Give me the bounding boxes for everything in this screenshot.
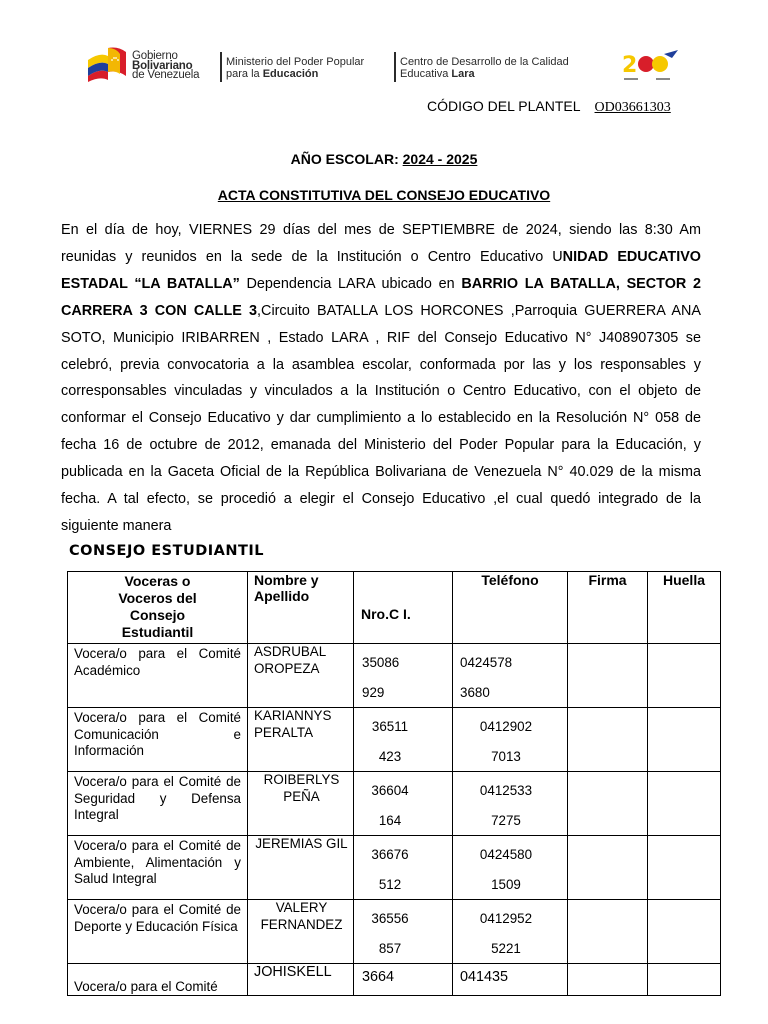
cell-firma[interactable] [568, 708, 648, 772]
header-voceros-line: Consejo [129, 607, 186, 623]
ci-part: 512 [378, 876, 402, 892]
header-voceros-line: Estudiantil [121, 624, 194, 640]
table-row [68, 900, 721, 964]
codigo-plantel [427, 98, 671, 116]
cell-firma[interactable] [568, 964, 648, 996]
ci-part: 164 [378, 812, 402, 828]
table-row [68, 708, 721, 772]
header-telefono: Teléfono [453, 572, 568, 644]
ci-part: 3664 [362, 969, 395, 985]
ci-part: 36676 [371, 847, 409, 862]
acta-title: ACTA CONSTITUTIVA DEL CONSEJO EDUCATIVO [217, 187, 551, 203]
body-text-1: En el día de hoy, VIERNES 29 días del mes de SEPTIEMBRE de 2024, siendo las 8:30 Am reunidas y reunidos en la sede de la Institución o Centro Educativo U [61, 222, 701, 265]
tel-part: 3680 [460, 684, 490, 700]
ci-part: 36511 [371, 719, 409, 734]
cell-telefono [453, 836, 568, 900]
ministry-line-2b: Educación [262, 68, 319, 80]
ci-part: 35086 [362, 655, 400, 670]
body-text-3: ,Circuito BATALLA LOS HORCONES ,Parroquia GUERRERA ANA SOTO, Municipio IRIBARREN , Estado LARA , RIF del Consejo Educativo N° J408907305 se celebró, previa convocatoria a la asamblea escolar, conformada por las y los responsables y corresponsables vinculadas y vinculados a la Institución o Centro Educativo, con el objeto de conformar el Consejo Educativo y dar cumplimiento a lo establecido en la Resolución N° 058 de fecha 16 de octubre de 2012, emanada del Ministerio del Poder Popular para la Educación, y publicada en la Gaceta Oficial de la República Bolivariana de Venezuela N° 40.029 de la misma fecha. A tal efecto, se procedió a elegir el Consejo Educativo ,el cual quedó integrado de la siguiente manera [61, 302, 701, 534]
cell-comite: Vocera/o para el Comité de Ambiente, Alimentación y Salud Integral [68, 836, 248, 900]
tel-part: 0424578 [460, 655, 513, 670]
center-line-1: Centro de Desarrollo de la Calidad [400, 56, 569, 68]
tel-part: 7013 [491, 748, 521, 764]
cell-ci [354, 644, 453, 708]
government-logo-text [132, 52, 199, 81]
tel-part: 0424580 [479, 847, 533, 862]
cell-ci [354, 772, 453, 836]
gov-line-3: de Venezuela [132, 69, 200, 81]
tel-part: 041435 [460, 969, 509, 985]
tel-part: 1509 [491, 876, 521, 892]
tel-part: 7275 [491, 812, 521, 828]
acta-body-paragraph [61, 217, 701, 540]
cell-comite: Vocera/o para el Comité de Seguridad y Defensa Integral [68, 772, 248, 836]
cell-firma[interactable] [568, 836, 648, 900]
section-title: CONSEJO ESTUDIANTIL [69, 543, 265, 559]
cell-firma[interactable] [568, 644, 648, 708]
body-text-2: Dependencia LARA ubicado en [239, 275, 462, 292]
header-voceros-line: Voceros del [118, 590, 197, 606]
ministry-line-1: Ministerio del Poder Popular [226, 56, 365, 68]
cell-telefono [453, 964, 568, 996]
cell-comite: Vocera/o para el Comité [68, 964, 248, 996]
cell-ci [354, 836, 453, 900]
cell-telefono [453, 900, 568, 964]
consejo-estudiantil-table [67, 571, 721, 996]
cell-firma[interactable] [568, 772, 648, 836]
cell-telefono [453, 772, 568, 836]
ci-part: 857 [378, 940, 402, 956]
ci-part: 36604 [371, 783, 409, 798]
anio-label: AÑO ESCOLAR: [290, 151, 403, 167]
cell-nombre: ROIBERLYS PEÑA [248, 772, 354, 836]
venezuela-flag-logo [86, 46, 128, 82]
ministry-logo-text [226, 56, 364, 80]
cell-huella[interactable] [648, 836, 721, 900]
cell-huella[interactable] [648, 708, 721, 772]
table-header-row [68, 572, 721, 644]
body-bold-address: BARRIO LA BATALLA, SECTOR 2 CARRERA 3 CON CALLE 3 [61, 275, 701, 319]
cell-huella[interactable] [648, 900, 721, 964]
header-ci: Nro.C I. [354, 572, 453, 644]
cell-nombre: ASDRUBAL OROPEZA [248, 644, 354, 708]
cell-nombre: VALERY FERNANDEZ [248, 900, 354, 964]
table-row [68, 964, 721, 996]
ci-part: 423 [378, 748, 402, 764]
cell-nombre: JEREMIAS GIL [248, 836, 354, 900]
center-logo-text [400, 56, 569, 80]
gov-line-2: Bolivariano [132, 59, 193, 72]
header-nombre: Nombre y Apellido [248, 572, 354, 644]
anio-escolar [0, 151, 768, 167]
header-voceros-line: Voceras o [124, 573, 191, 589]
cell-comite: Vocera/o para el Comité Académico [68, 644, 248, 708]
header-firma: Firma [568, 572, 648, 644]
tel-part: 0412952 [479, 911, 533, 926]
header-huella: Huella [648, 572, 721, 644]
cell-ci [354, 964, 453, 996]
document-header [86, 46, 686, 86]
ministry-line-2a: para la [226, 68, 263, 80]
cell-ci [354, 708, 453, 772]
codigo-label: CÓDIGO DEL PLANTEL [427, 98, 581, 114]
body-bold-school: NIDAD EDUCATIVO ESTADAL “LA BATALLA” [61, 248, 701, 292]
svg-text:2: 2 [622, 53, 638, 78]
ci-part: 929 [362, 684, 385, 700]
table-row [68, 836, 721, 900]
cell-telefono [453, 644, 568, 708]
cell-ci [354, 900, 453, 964]
header-divider [394, 52, 396, 82]
center-line-2b: Lara [451, 68, 475, 80]
cell-telefono [453, 708, 568, 772]
cell-huella[interactable] [648, 964, 721, 996]
cell-comite: Vocera/o para el Comité de Deporte y Educación Física [68, 900, 248, 964]
cell-nombre: JOHISKELL [248, 964, 354, 996]
tel-part: 5221 [491, 940, 521, 956]
tel-part: 0412533 [479, 783, 533, 798]
anio-value: 2024 - 2025 [402, 151, 478, 167]
cell-huella[interactable] [648, 644, 721, 708]
cell-nombre: KARIANNYS PERALTA [248, 708, 354, 772]
gov-line-1: Gobierno [132, 50, 178, 62]
header-voceros [68, 572, 248, 644]
table-row [68, 772, 721, 836]
header-divider [220, 52, 222, 82]
cell-firma[interactable] [568, 900, 648, 964]
table-row [68, 644, 721, 708]
ci-part: 36556 [371, 911, 409, 926]
cell-huella[interactable] [648, 772, 721, 836]
cell-comite: Vocera/o para el Comité Comunicación e Información [68, 708, 248, 772]
anniversary-badge-logo [620, 50, 682, 84]
center-line-2a: Educativa [400, 68, 452, 80]
codigo-value: OD03661303 [594, 100, 671, 115]
tel-part: 0412902 [479, 719, 533, 734]
